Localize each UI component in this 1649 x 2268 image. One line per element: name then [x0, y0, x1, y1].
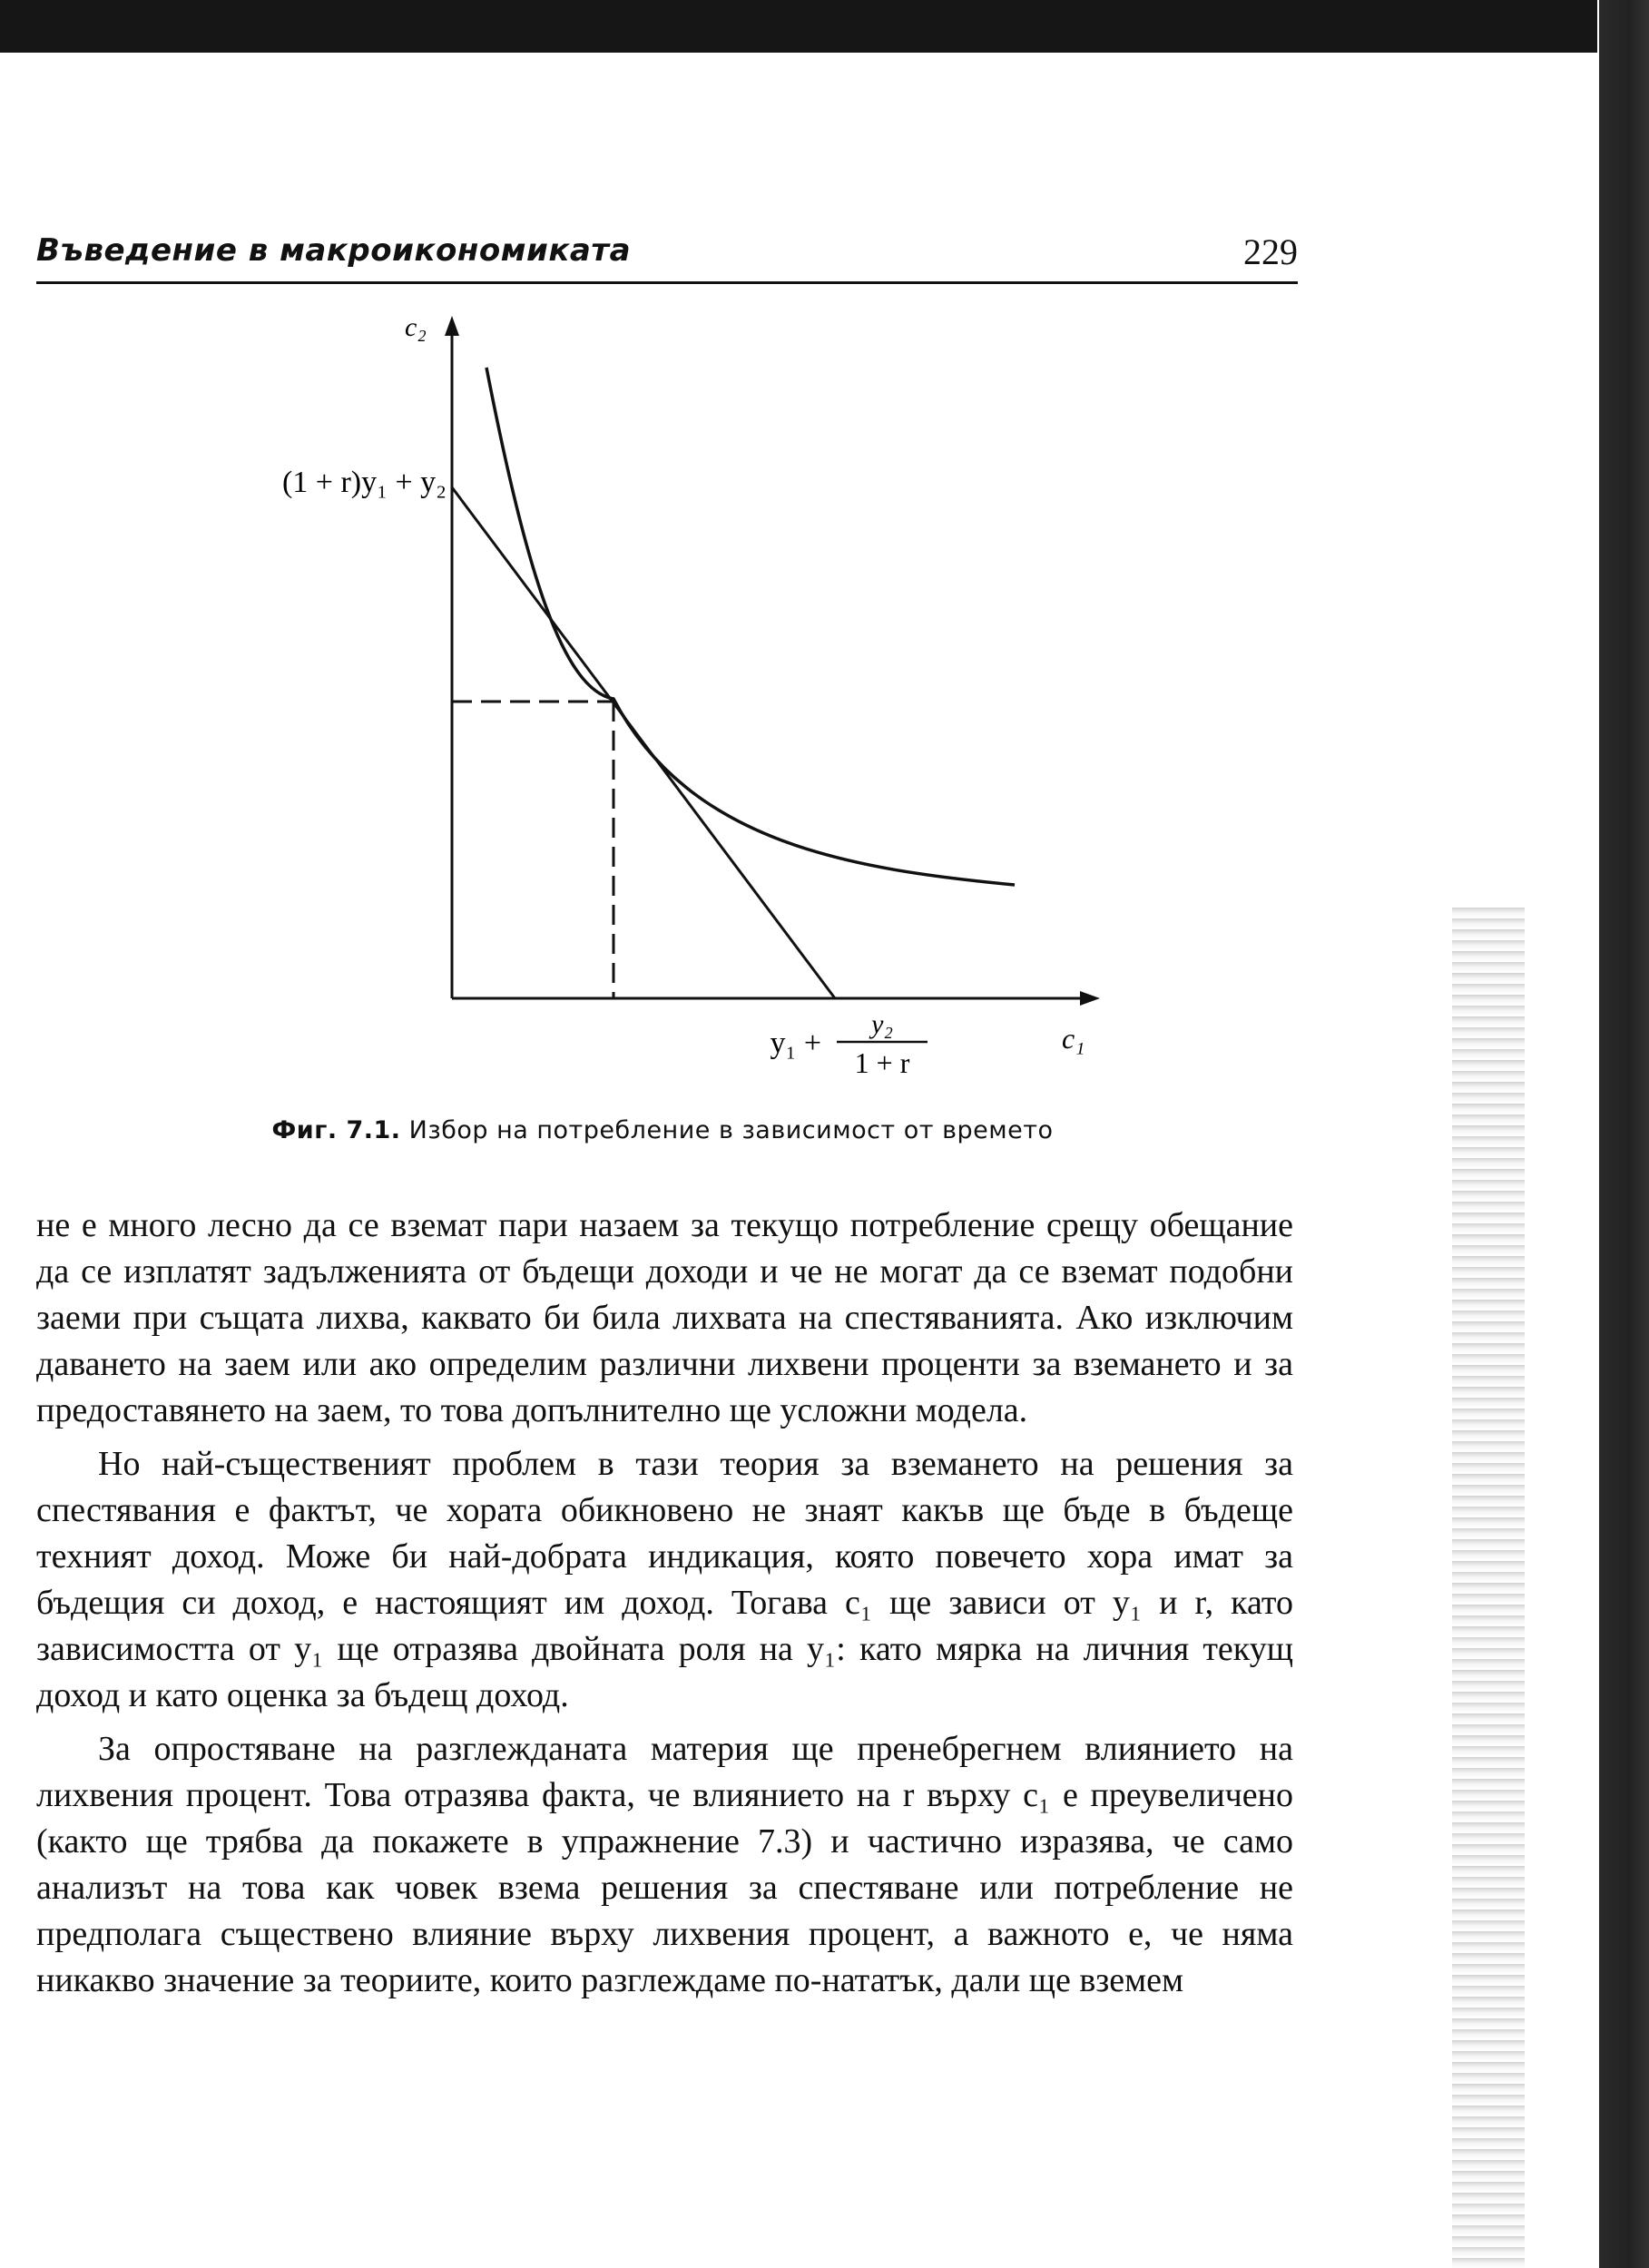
figure-7-1 — [0, 299, 1325, 1116]
header-title: Въведение в макроикономиката — [36, 232, 632, 269]
caption-number: Фиг. 7.1. — [271, 1116, 401, 1144]
y-axis-arrow — [445, 316, 459, 336]
y-axis-label: c₂ — [405, 312, 427, 342]
x-axis-arrow — [1080, 991, 1100, 1006]
caption-text: Избор на потребление в зависимост от времето — [408, 1116, 1054, 1144]
x-intercept-label-left: y₁ + — [770, 1026, 821, 1060]
y-intercept-label: (1 + r)y₁ + y₂ — [281, 466, 447, 499]
paragraph-3: За опростяване на разглежданата материя ще пренебрегнем влиянието на лихвения процент. Това отразява факта, че влиянието на r върху c₁ е преувеличено (както ще трябва да покажете в упражнение 7.3) и частично изразява, че само анализът на това как човек взема решения за спестяване или потребление не предполага съществено влияние върху лихвения процент, а важното е, че няма никакво значение за теориите, които разглеждаме по-нататък, дали ще вземем — [36, 1730, 1293, 1999]
scan-top-border — [0, 0, 1597, 53]
figure-caption — [0, 1116, 1325, 1144]
paragraph-2: Но най-същественият проблем в тази теория за вземането на решения за спестявания е фактът, че хората обикновено не знаят какъв ще бъде в бъдеще техният доход. Може би най-добрата индикация, която повечето хора имат за бъдещия си доход, е настоящият им доход. Тогава c₁ ще зависи от y₁ и r, като зависимостта от y₁ ще отразява двойната роля на y₁: като мярка на личния текущ доход и като оценка за бъдещ доход. — [36, 1445, 1293, 1714]
running-header — [36, 227, 1298, 284]
x-intercept-label-denominator: 1 + r — [854, 1046, 910, 1079]
x-intercept-label-numerator: y₂ — [871, 1009, 893, 1039]
consumption-diagram — [0, 299, 1325, 1116]
indifference-curve — [486, 368, 1015, 885]
paragraph-1: не е много лесно да се вземат пари назаем за текущо потребление срещу обещание да се изплатят задълженията от бъдещи доходи и че не могат да се вземат подобни заеми при същата лихва, каквато би била лихвата на спестяванията. Ако изключим даването на заем или ако определим различни лихвени проценти за вземането и за предоставянето на заем, то това допълнително ще усложни модела. — [36, 1206, 1293, 1429]
page-number: 229 — [1243, 231, 1298, 272]
scan-noise — [1452, 908, 1525, 2268]
x-axis-label: c₁ — [1062, 1022, 1085, 1055]
scan-right-border — [1599, 0, 1649, 2268]
body-text — [36, 1203, 1293, 2011]
